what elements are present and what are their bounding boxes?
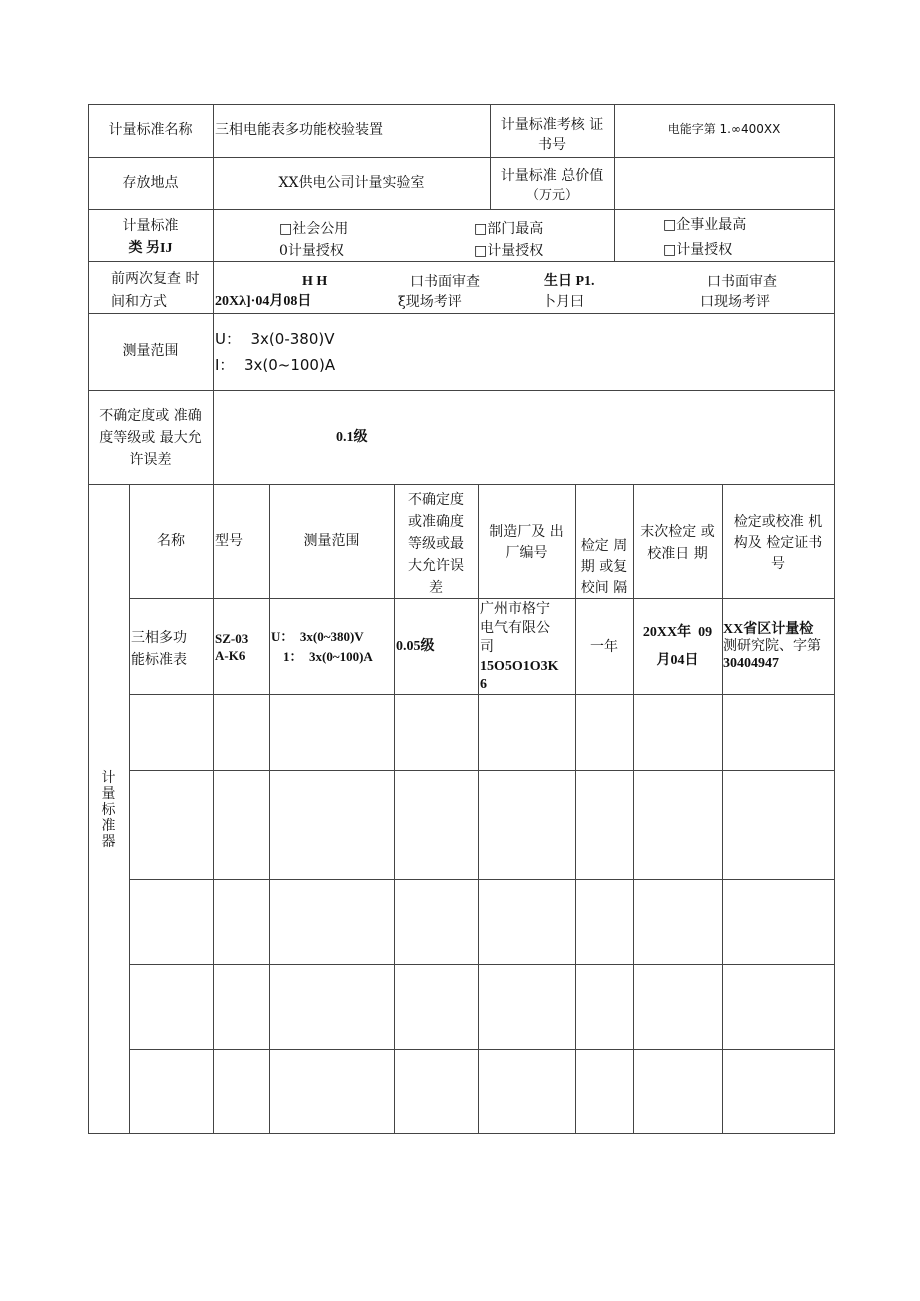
side-label-char: 标 (101, 802, 116, 818)
row1-last-line: 20XX年 09 (642, 625, 713, 640)
row-divider (88, 209, 835, 210)
category-public: □社会公用 (279, 221, 349, 237)
review2-date-a: 生日 P1. (544, 274, 595, 289)
row1-name-line: 能标准表 (131, 652, 187, 668)
row1-name-line: 三相多功 (131, 630, 187, 646)
category-enterprise-auth: □计量授权 (663, 242, 733, 258)
header-org-line: 构及 检定证书 (733, 535, 823, 551)
side-label-char: 量 (101, 786, 116, 802)
header-maker-line: 厂编号 (505, 545, 548, 561)
uncertainty-label-line2: 度等级或 最大允 (99, 430, 202, 446)
row1-uncertainty: 0.05级 (396, 639, 435, 654)
col-divider (269, 484, 270, 1134)
cert-label-line1: 计量标准考核 证 (500, 117, 604, 133)
table-left-border (88, 104, 89, 1134)
row-divider (129, 879, 835, 880)
header-org-line: 检定或校准 机 (733, 514, 823, 530)
row-divider (129, 598, 835, 599)
review2-written: 口书面审查 (707, 274, 777, 290)
header-last-line: 末次检定 或 (640, 524, 715, 540)
row1-org-line: 测研究院、字第 (723, 638, 821, 654)
row1-model-line: A-K6 (215, 648, 246, 663)
side-label-char: 计 (101, 770, 116, 786)
cert-label-line2: 书号 (538, 137, 566, 153)
row1-org-line: 30404947 (723, 656, 779, 671)
row-divider (88, 157, 835, 158)
row1-range-line: 1： 3x(0~100)A (283, 649, 373, 664)
review1-hh: H H (302, 274, 328, 289)
header-period-line: 校间 隔 (580, 580, 628, 596)
row1-period: 一年 (590, 639, 618, 655)
location-value: XX供电公司计量实验室 (278, 175, 425, 191)
header-maker-line: 制造厂及 出 (489, 524, 564, 540)
row1-maker-line: 15O5O1O3K (480, 659, 559, 674)
col-divider (722, 484, 723, 1134)
review2-date-b: 卜月曰 (542, 294, 584, 310)
row1-org-line: XX省区计量检 (723, 622, 814, 637)
header-period-line: 期 或复 (580, 559, 628, 575)
row-divider (88, 261, 835, 262)
uncertainty-label-line1: 不确定度或 准确 (99, 408, 202, 424)
header-uncertainty-line: 差 (429, 580, 443, 596)
category-label-line1: 计量标准 (122, 218, 179, 234)
row-divider (129, 694, 835, 695)
col-divider (129, 484, 130, 1134)
header-org-line: 号 (771, 556, 785, 572)
category-label-line2: 类 另IJ (128, 241, 173, 256)
review2-onsite: 口现场考评 (700, 294, 770, 310)
range-current: I： 3x(0~100)A (215, 356, 336, 374)
category-public-auth: 0计量授权 (279, 243, 344, 259)
side-label-char: 准 (101, 818, 116, 834)
header-uncertainty-line: 等级或最 (408, 536, 464, 552)
cert-number-value: 电能字第 1.∞400XX (667, 122, 781, 136)
review1-onsite: ξ现场考评 (398, 294, 462, 310)
row-divider (129, 964, 835, 965)
row-divider (88, 313, 835, 314)
row1-range-line: U： 3x(0~380)V (271, 629, 364, 644)
header-model: 型号 (215, 533, 243, 549)
header-uncertainty-line: 不确定度 (408, 492, 464, 508)
row-divider (88, 390, 835, 391)
location-label: 存放地点 (122, 175, 179, 191)
col-divider (213, 484, 214, 1134)
row1-last-line: 月04日 (656, 653, 699, 668)
row1-maker-line: 司 (480, 639, 494, 655)
uncertainty-label-line3: 许误差 (129, 452, 172, 468)
range-voltage: U： 3x(0-380)V (215, 330, 335, 348)
header-uncertainty-line: 大允许误 (408, 558, 464, 574)
row1-maker-line: 6 (480, 677, 487, 692)
row1-maker-line: 电气有限公 (480, 620, 550, 636)
category-dept: □部门最高 (474, 221, 544, 237)
table-right-border (834, 104, 835, 1134)
standard-name-label: 计量标准名称 (108, 122, 193, 138)
col-divider (633, 484, 634, 1134)
review-label-line2: 间和方式 (111, 294, 167, 310)
header-period-line: 检定 周 (580, 538, 628, 554)
header-uncertainty-line: 或准确度 (408, 514, 464, 530)
range-label: 测量范围 (122, 343, 179, 359)
category-enterprise: □企事业最高 (663, 217, 747, 233)
table-top-border (88, 104, 835, 105)
header-last-line: 校准日 期 (647, 546, 708, 562)
row1-maker-line: 广州市格宁 (480, 601, 550, 617)
row-divider (129, 1049, 835, 1050)
uncertainty-value: 0.1级 (336, 430, 368, 445)
col-divider (478, 484, 479, 1134)
row-divider (129, 770, 835, 771)
col-divider (614, 209, 615, 262)
review-label-line1: 前两次复查 时 (111, 271, 200, 287)
price-label-line2: （万元） (525, 188, 578, 203)
header-range: 测量范围 (303, 533, 360, 549)
review1-date: 20Xλ]·04月08日 (215, 294, 312, 309)
col-divider (213, 104, 214, 485)
price-label-line1: 计量标准 总价值 (500, 168, 604, 184)
col-divider (614, 104, 615, 210)
standard-name-value: 三相电能表多功能校验装置 (215, 122, 383, 138)
side-label-char: 器 (101, 834, 116, 850)
row1-model-line: SZ-03 (215, 631, 249, 646)
category-dept-auth: □计量授权 (474, 243, 544, 259)
review1-written: 口书面审查 (410, 274, 480, 290)
header-name: 名称 (157, 533, 185, 549)
